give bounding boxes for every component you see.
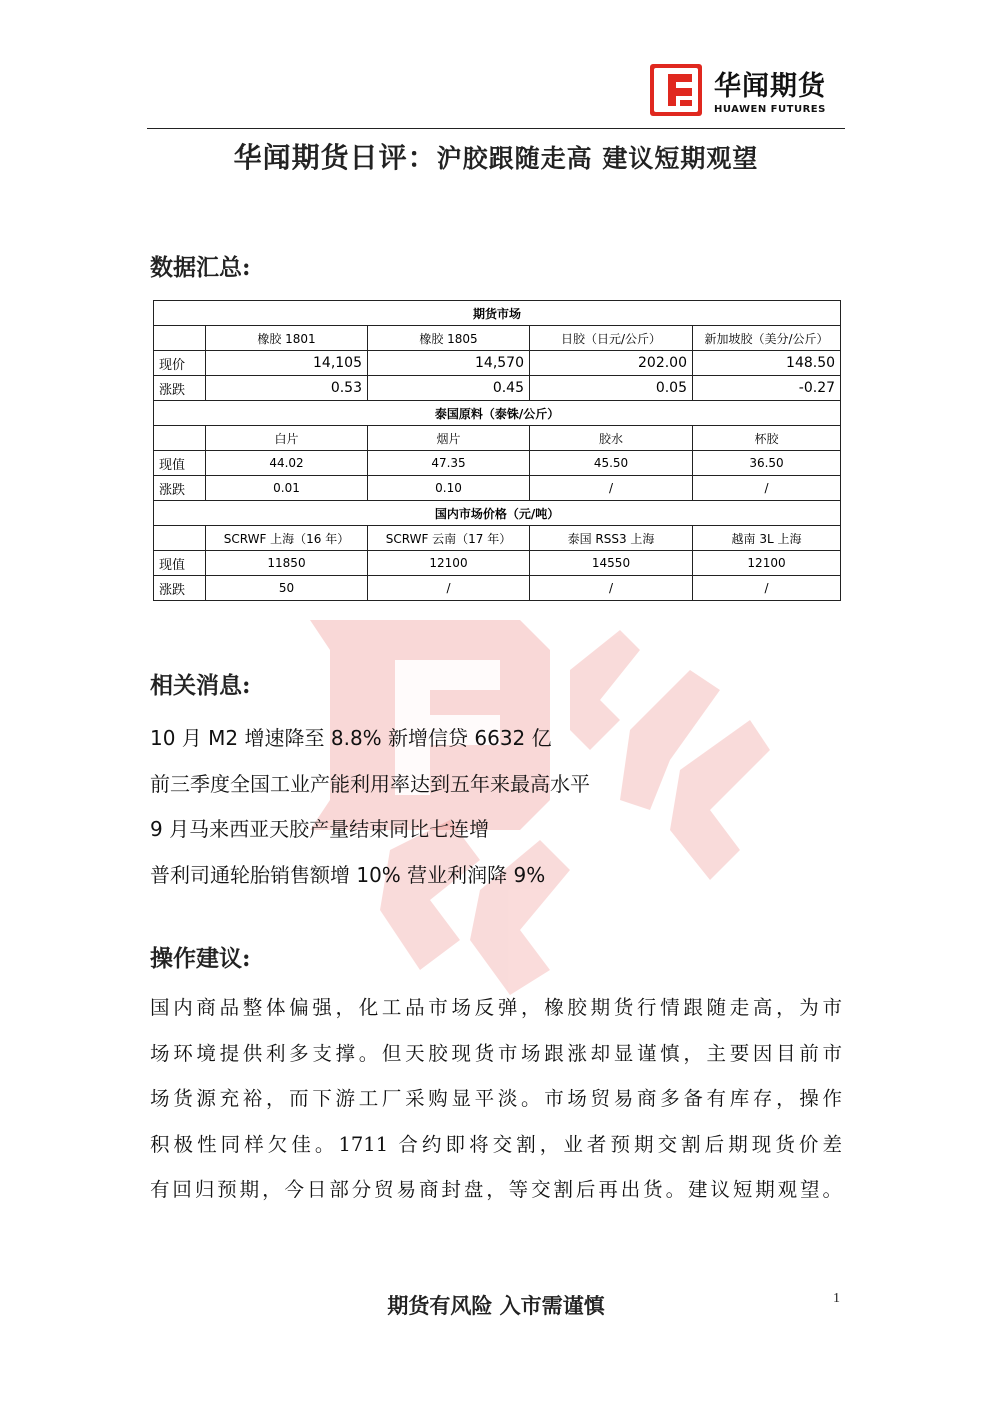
table-cell: 0.01 bbox=[206, 476, 368, 501]
thai-col-1: 白片 bbox=[206, 426, 368, 451]
row-label: 涨跌 bbox=[154, 476, 206, 501]
domestic-col-2: SCRWF 云南（17 年） bbox=[368, 526, 530, 551]
table-cell: 45.50 bbox=[530, 451, 693, 476]
table-row bbox=[154, 451, 841, 476]
table-cell: 0.45 bbox=[368, 376, 530, 401]
table-row bbox=[154, 301, 841, 326]
table-row bbox=[154, 576, 841, 601]
risk-disclaimer: 期货有风险 入市需谨慎 bbox=[387, 1293, 605, 1318]
table-cell: 148.50 bbox=[693, 351, 841, 376]
table-cell: 11850 bbox=[206, 551, 368, 576]
advice-line: 场货源充裕，而下游工厂采购显平淡。市场贸易商多备有库存，操作 bbox=[150, 1087, 842, 1110]
title-sub: 沪胶跟随走高 建议短期观望 bbox=[436, 144, 759, 173]
corner-cell bbox=[154, 426, 206, 451]
row-label: 涨跌 bbox=[154, 576, 206, 601]
table-cell: 0.53 bbox=[206, 376, 368, 401]
table-cell: 12100 bbox=[368, 551, 530, 576]
domestic-col-3: 泰国 RSS3 上海 bbox=[530, 526, 693, 551]
domestic-col-1: SCRWF 上海（16 年） bbox=[206, 526, 368, 551]
advice-line: 国内商品整体偏强，化工品市场反弹，橡胶期货行情跟随走高，为市 bbox=[150, 996, 842, 1019]
domestic-col-4: 越南 3L 上海 bbox=[693, 526, 841, 551]
table-row bbox=[154, 351, 841, 376]
table-cell: 47.35 bbox=[368, 451, 530, 476]
table-cell: 14,570 bbox=[368, 351, 530, 376]
table-row bbox=[154, 551, 841, 576]
advice-heading: 操作建议: bbox=[150, 945, 251, 972]
news-item: 9 月马来西亚天胶产量结束同比七连增 bbox=[150, 817, 490, 841]
market-data-table bbox=[153, 300, 841, 601]
news-heading: 相关消息: bbox=[150, 672, 251, 699]
page-number: 1 bbox=[833, 1291, 840, 1306]
futures-col-2: 橡胶 1805 bbox=[368, 326, 530, 351]
domestic-header: 国内市场价格（元/吨） bbox=[154, 501, 841, 526]
table-cell: 0.10 bbox=[368, 476, 530, 501]
corner-cell bbox=[154, 526, 206, 551]
table-cell: 50 bbox=[206, 576, 368, 601]
thai-col-3: 胶水 bbox=[530, 426, 693, 451]
table-row bbox=[154, 526, 841, 551]
advice-paragraph bbox=[150, 985, 842, 1213]
row-label: 现值 bbox=[154, 451, 206, 476]
table-row bbox=[154, 326, 841, 351]
table-cell: 14,105 bbox=[206, 351, 368, 376]
table-cell: / bbox=[530, 476, 693, 501]
corner-cell bbox=[154, 326, 206, 351]
table-row bbox=[154, 426, 841, 451]
title-main: 华闻期货日评： bbox=[233, 141, 437, 174]
news-item: 10 月 M2 增速降至 8.8% 新增信贷 6632 亿 bbox=[150, 726, 552, 750]
futures-col-4: 新加坡胶（美分/公斤） bbox=[693, 326, 841, 351]
table-cell: -0.27 bbox=[693, 376, 841, 401]
thai-col-2: 烟片 bbox=[368, 426, 530, 451]
header-divider bbox=[147, 128, 845, 129]
news-item: 普利司通轮胎销售额增 10% 营业利润降 9% bbox=[150, 862, 546, 887]
table-cell: 12100 bbox=[693, 551, 841, 576]
advice-line: 有回归预期，今日部分贸易商封盘，等交割后再出货。建议短期观望。 bbox=[150, 1178, 842, 1201]
table-cell: / bbox=[693, 576, 841, 601]
table-cell: / bbox=[693, 476, 841, 501]
table-cell: 0.05 bbox=[530, 376, 693, 401]
row-label: 涨跌 bbox=[154, 376, 206, 401]
advice-line: 积极性同样欠佳。1711 合约即将交割，业者预期交割后期现货价差 bbox=[150, 1132, 842, 1156]
logo-chinese-name: 华闻期货 bbox=[714, 71, 826, 102]
futures-col-3: 日胶（日元/公斤） bbox=[530, 326, 693, 351]
table-cell: 36.50 bbox=[693, 451, 841, 476]
table-cell: / bbox=[530, 576, 693, 601]
futures-col-1: 橡胶 1801 bbox=[206, 326, 368, 351]
company-logo-text bbox=[714, 72, 826, 116]
table-cell: 202.00 bbox=[530, 351, 693, 376]
table-row bbox=[154, 476, 841, 501]
table-row bbox=[154, 401, 841, 426]
futures-header: 期货市场 bbox=[154, 301, 841, 326]
row-label: 现值 bbox=[154, 551, 206, 576]
advice-line: 场环境提供利多支撑。但天胶现货市场跟涨却显谨慎，主要因目前市 bbox=[150, 1041, 842, 1065]
thai-col-4: 杯胶 bbox=[693, 426, 841, 451]
row-label: 现价 bbox=[154, 351, 206, 376]
news-item: 前三季度全国工业产能利用率达到五年来最高水平 bbox=[150, 771, 590, 796]
table-row bbox=[154, 501, 841, 526]
company-logo-icon bbox=[650, 64, 702, 116]
logo-english-name: HUAWEN FUTURES bbox=[714, 104, 826, 115]
table-cell: 14550 bbox=[530, 551, 693, 576]
thai-header: 泰国原料（泰铢/公斤） bbox=[154, 401, 841, 426]
page-title bbox=[147, 136, 845, 176]
news-list bbox=[150, 716, 590, 898]
table-row bbox=[154, 376, 841, 401]
table-cell: 44.02 bbox=[206, 451, 368, 476]
data-summary-heading: 数据汇总: bbox=[150, 254, 251, 281]
table-cell: / bbox=[368, 576, 530, 601]
